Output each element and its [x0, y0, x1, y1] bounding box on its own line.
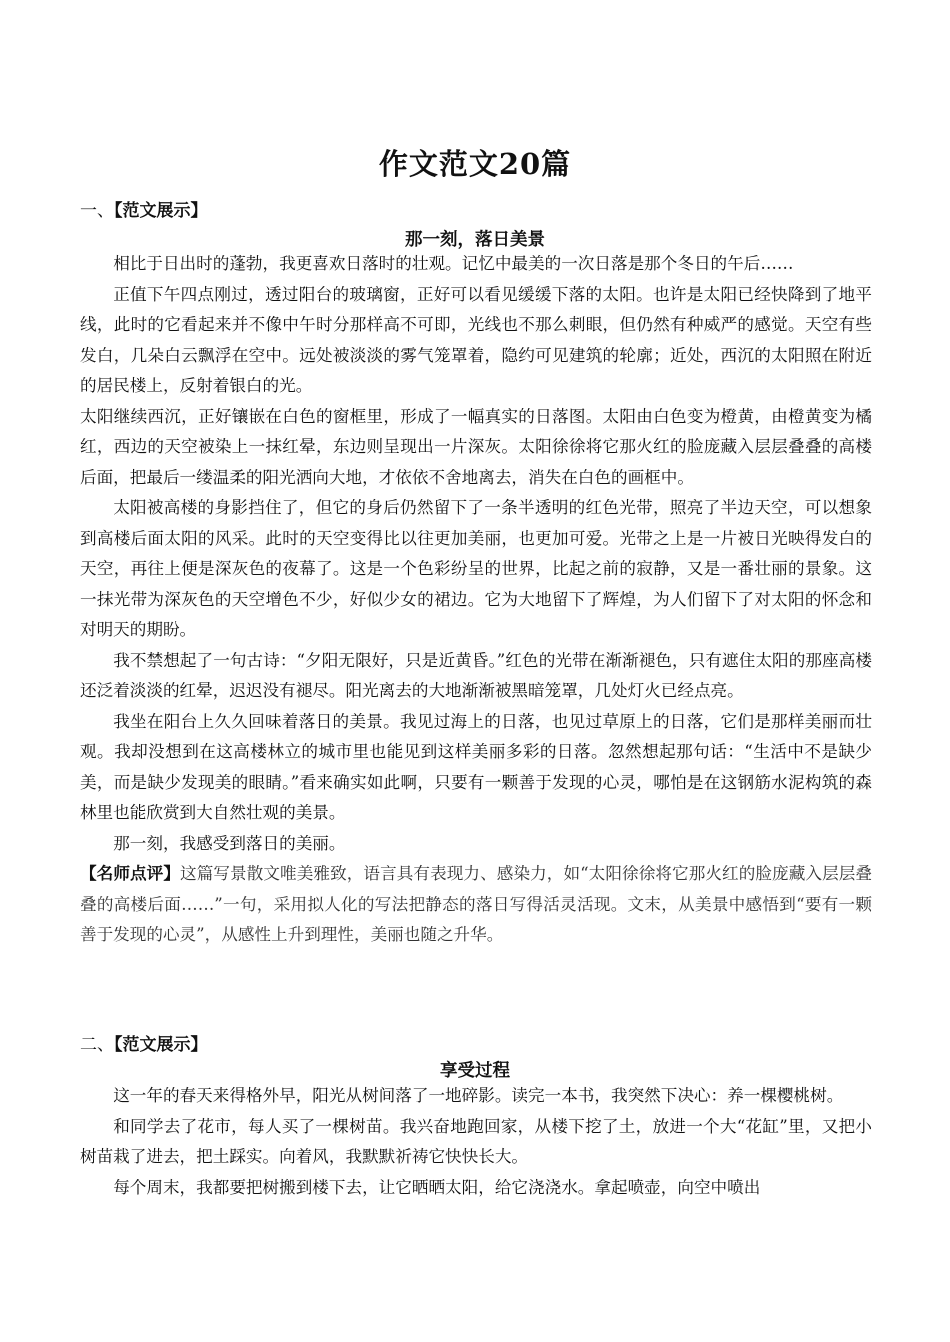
article-2-paragraph: 和同学去了花市，每人买了一棵树苗。我兴奋地跑回家，从楼下挖了土，放进一个大“花缸”里，又把小树苗栽了进去，把土踩实。向着风，我默默祈祷它快快长大。 — [80, 1116, 872, 1166]
section-1-heading — [80, 196, 208, 221]
article-1-paragraph: 太阳继续西沉，正好镶嵌在白色的窗框里，形成了一幅真实的日落图。太阳由白色变为橙黄，由橙黄变为橘红，西边的天空被染上一抹红晕，东边则呈现出一片深灰。太阳徐徐将它那火红的脸庞藏入层层叠叠的高楼后面，把最后一缕温柔的阳光洒向大地，才依依不舍地离去，消失在白色的画框中。 — [80, 406, 872, 487]
article-2-body — [80, 1081, 872, 1203]
article-1-paragraph: 我坐在阳台上久久回味着落日的美景。我见过海上的日落，也见过草原上的日落，它们是那样美丽而壮观。我却没想到在这高楼林立的城市里也能见到这样美丽多彩的日落。忽然想起那句话：“生活中不是缺少美，而是缺少发现美的眼睛。”看来确实如此啊，只要有一颗善于发现的心灵，哪怕是在这钢筋水泥构筑的森林里也能欣赏到大自然壮观的美景。 — [80, 711, 872, 822]
article-2-paragraph: 每个周末，我都要把树搬到楼下去，让它晒晒太阳，给它浇浇水。拿起喷壶，向空中喷出 — [113, 1177, 761, 1197]
article-1-paragraph: 那一刻，我感受到落日的美丽。 — [113, 833, 346, 853]
article-1-paragraph: 我不禁想起了一句古诗：“夕阳无限好，只是近黄昏。”红色的光带在渐渐褪色，只有遮住太阳的那座高楼还泛着淡淡的红晕，迟迟没有褪尽。阳光离去的大地渐渐被黑暗笼罩，几处灯火已经点亮。 — [80, 650, 872, 700]
document-title: 作文范文20篇 — [378, 147, 572, 181]
teacher-comment-text: 这篇写景散文唯美雅致，语言具有表现力、感染力，如“太阳徐徐将它那火红的脸庞藏入层层叠叠的高楼后面……”一句，采用拟人化的写法把静态的落日写得活灵活现。文末，从美景中感悟到“要有一颗善于发现的心灵”，从感性上升到理性，美丽也随之升华。 — [80, 864, 873, 944]
section-1-label: 【范文展示】 — [114, 201, 208, 221]
article-1-title: 那一刻，落日美景 — [405, 230, 545, 250]
article-1-paragraph: 正值下午四点刚过，透过阳台的玻璃窗，正好可以看见缓缓下落的太阳。也许是太阳已经快降到了地平线，此时的它看起来并不像中午时分那样高不可即，光线也不那么刺眼，但仍然有种威严的感觉。天空有些发白，几朵白云飘浮在空中。远处被淡淡的雾气笼罩着，隐约可见建筑的轮廓；近处，西沉的太阳照在附近的居民楼上，反射着银白的光。 — [80, 284, 872, 395]
article-1-paragraph: 相比于日出时的蓬勃，我更喜欢日落时的壮观。记忆中最美的一次日落是那个冬日的午后…… — [113, 254, 794, 273]
article-1-paragraph: 太阳被高楼的身影挡住了，但它的身后仍然留下了一条半透明的红色光带，照亮了半边天空，可以想象到高楼后面太阳的风采。此时的天空变得比以往更加美丽，也更加可爱。光带之上是一片被日光映得发白的天空，再往上便是深灰色的夜幕了。这是一个色彩纷呈的世界，比起之前的寂静，又是一番壮丽的景象。这一抹光带为深灰色的天空增色不少，好似少女的裙边。它为大地留下了辉煌，为人们留下了对太阳的怀念和对明天的期盼。 — [80, 498, 872, 639]
section-2-heading — [80, 1030, 208, 1055]
teacher-comment — [80, 859, 872, 951]
article-1-body — [80, 249, 872, 951]
article-2-title: 享受过程 — [440, 1061, 510, 1081]
section-1-number: 一、 — [80, 201, 114, 221]
teacher-comment-label: 【名师点评】 — [80, 864, 181, 883]
section-2-number: 二、 — [80, 1035, 114, 1055]
article-2-paragraph: 这一年的春天来得格外早，阳光从树间落了一地碎影。读完一本书，我突然下决心：养一棵樱桃树。 — [113, 1086, 844, 1105]
section-2-label: 【范文展示】 — [114, 1035, 208, 1055]
